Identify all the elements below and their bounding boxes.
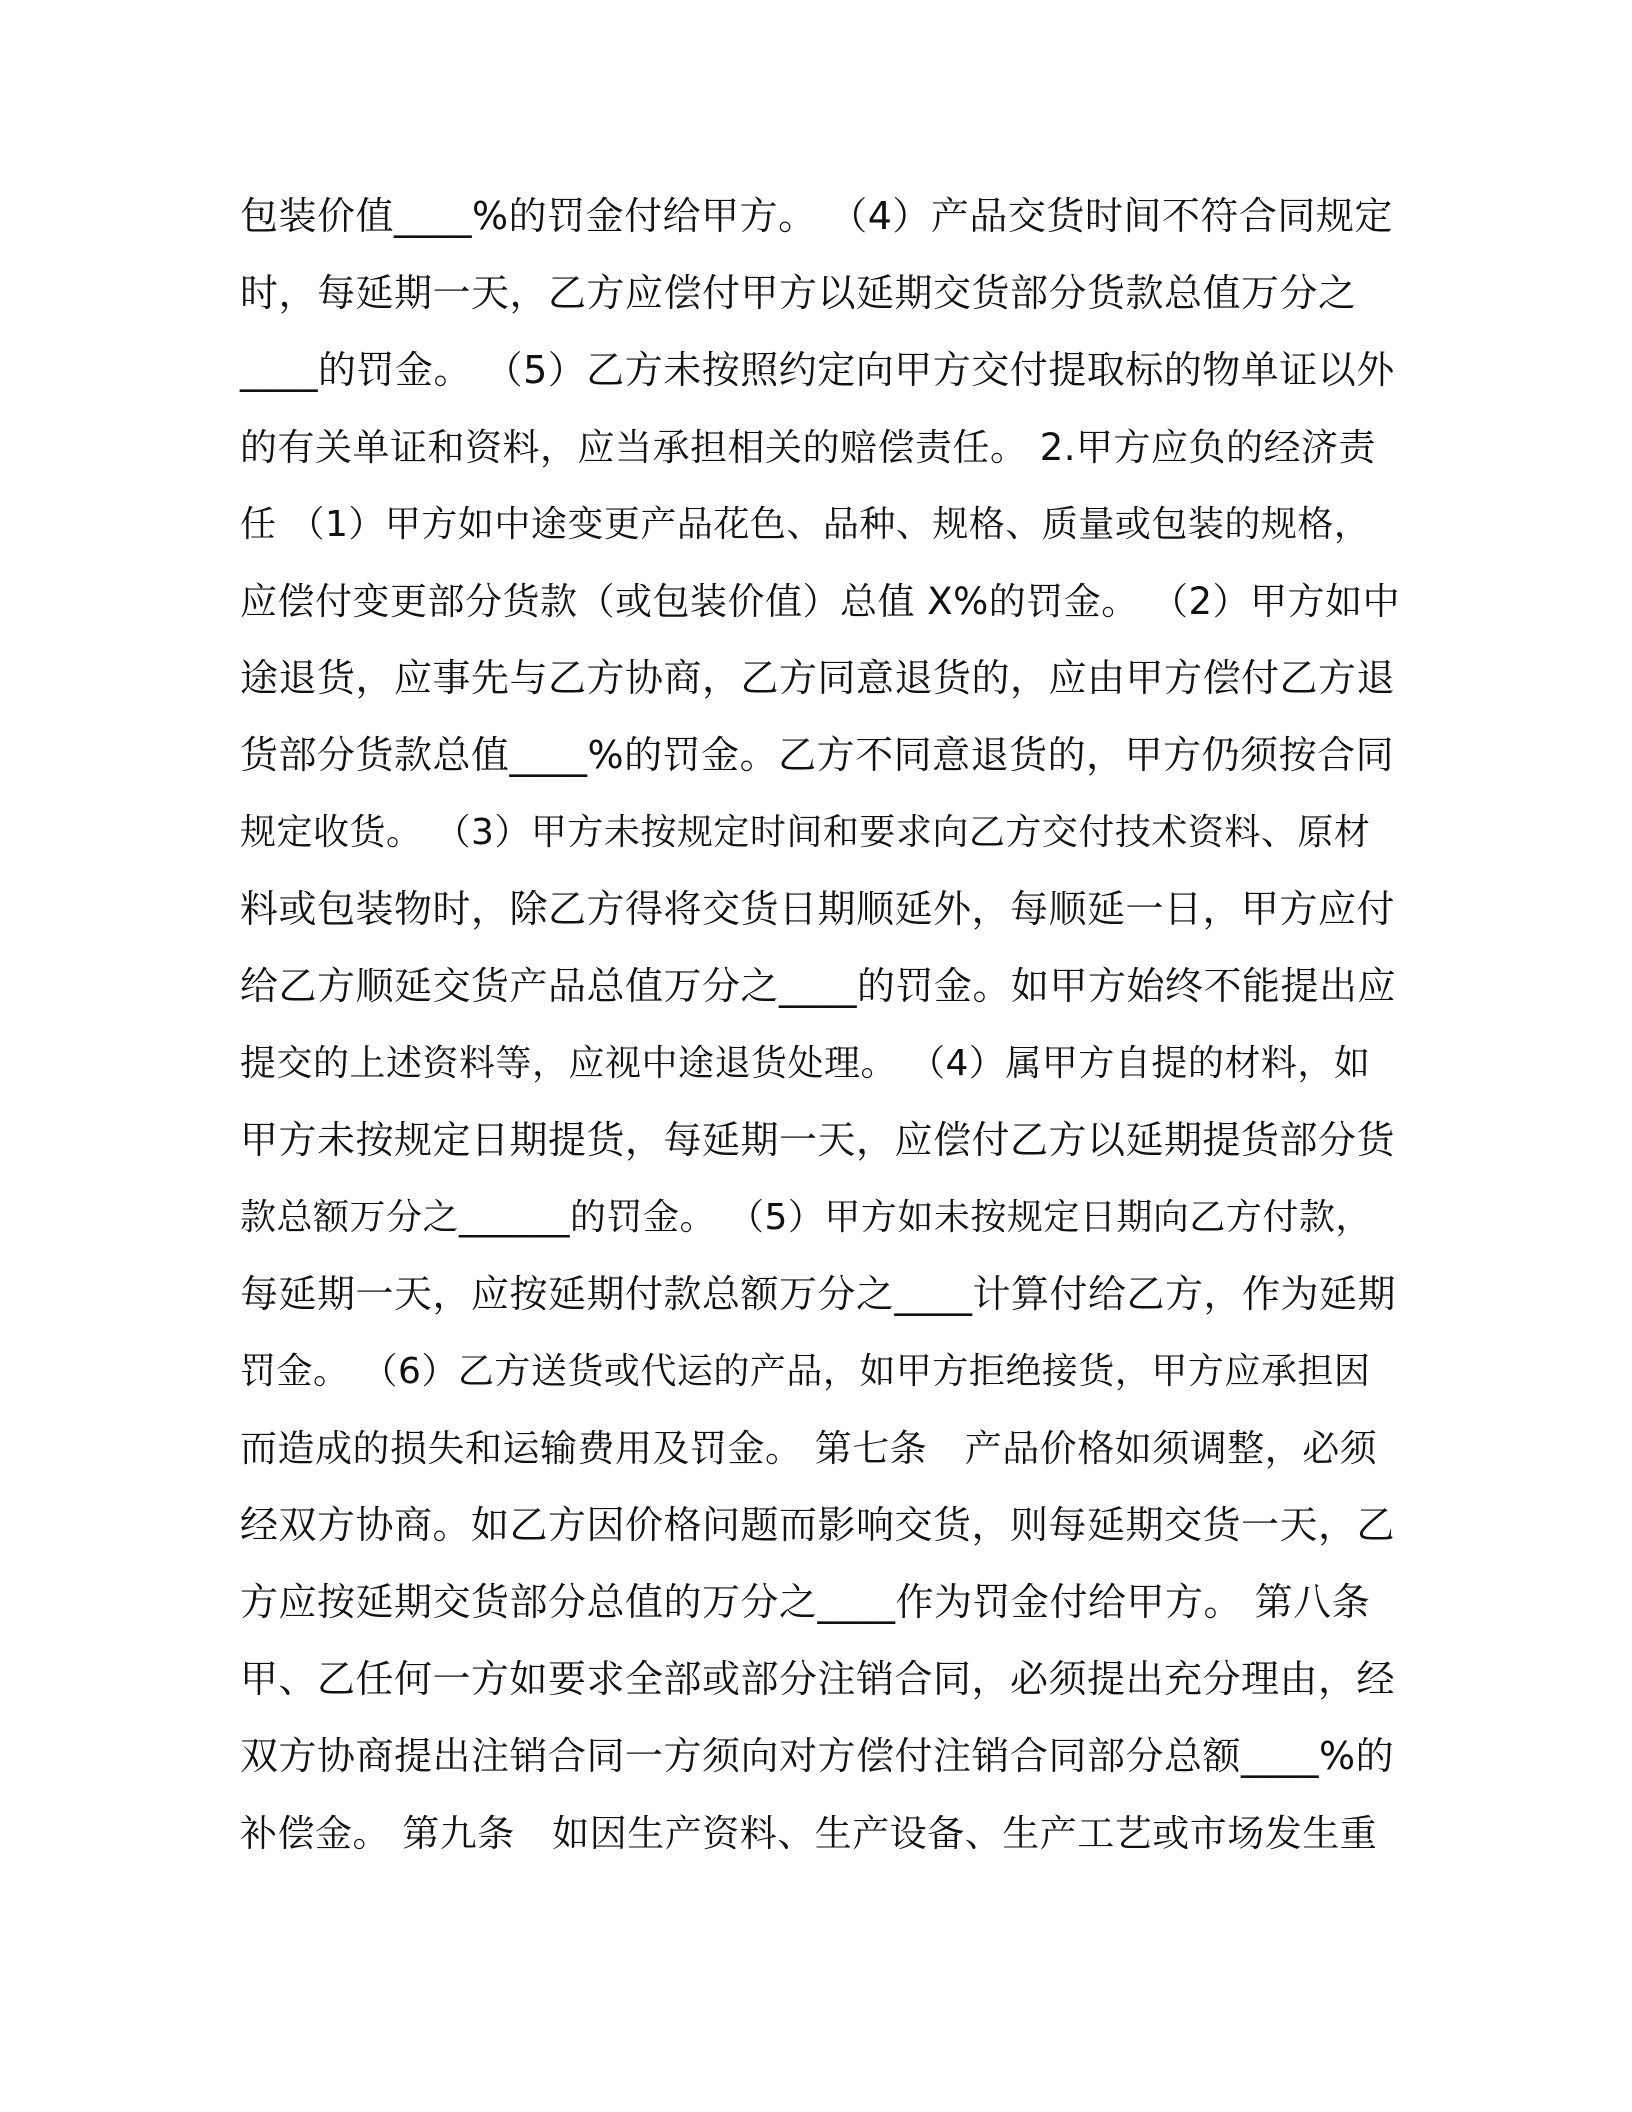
text-line: 料或包装物时，除乙方得将交货日期顺延外，每顺延一日，甲方应付	[240, 887, 1396, 931]
text-line: 双方协商提出注销合同一方须向对方偿付注销合同部分总额____%的	[240, 1734, 1395, 1778]
text-line: 时，每延期一天，乙方应偿付甲方以延期交货部分货款总值万分之	[240, 271, 1357, 315]
text-line: 货部分货款总值____%的罚金。乙方不同意退货的，甲方仍须按合同	[240, 733, 1395, 777]
text-line: 罚金。 （6）乙方送货或代运的产品，如甲方拒绝接货，甲方应承担因	[240, 1351, 1371, 1392]
text-line: 经双方协商。如乙方因价格问题而影响交货，则每延期交货一天，乙	[240, 1503, 1396, 1547]
text-line: 包装价值____%的罚金付给甲方。 （4）产品交货时间不符合同规定	[240, 194, 1393, 238]
text-line: ____的罚金。 （5）乙方未按照约定向甲方交付提取标的物单证以外	[240, 348, 1395, 392]
text-line: 每延期一天，应按延期付款总额万分之____计算付给乙方，作为延期	[240, 1272, 1397, 1316]
text-line: 款总额万分之______的罚金。 （5）甲方如未按规定日期向乙方付款，	[240, 1197, 1372, 1238]
text-line: 的有关单证和资料，应当承担相关的赔偿责任。 2.甲方应负的经济责	[240, 426, 1377, 469]
body-text	[240, 178, 1400, 1872]
text-line: 途退货，应事先与乙方协商，乙方同意退货的，应由甲方偿付乙方退	[240, 656, 1396, 700]
text-line: 甲方未按规定日期提货，每延期一天，应偿付乙方以延期提货部分货	[240, 1118, 1396, 1162]
text-line: 任 （1）甲方如中途变更产品花色、品种、规格、质量或包装的规格，	[240, 504, 1371, 545]
text-line: 甲、乙任何一方如要求全部或部分注销合同，必须提出充分理由，经	[240, 1657, 1396, 1701]
text-line: 而造成的损失和运输费用及罚金。 第七条 产品价格如须调整，必须	[240, 1427, 1378, 1470]
text-line: 方应按延期交货部分总值的万分之____作为罚金付给甲方。 第八条	[240, 1580, 1371, 1624]
text-line: 给乙方顺延交货产品总值万分之____的罚金。如甲方始终不能提出应	[240, 964, 1397, 1008]
text-line: 规定收货。 （3）甲方未按规定时间和要求向乙方交付技术资料、原材	[240, 812, 1371, 853]
text-line: 补偿金。 第九条 如因生产资料、生产设备、生产工艺或市场发生重	[240, 1812, 1378, 1855]
text-line: 应偿付变更部分货款（或包装价值）总值 X%的罚金。 （2）甲方如中	[240, 580, 1401, 623]
text-line: 提交的上述资料等，应视中途退货处理。 （4）属甲方自提的材料，如	[240, 1043, 1371, 1084]
